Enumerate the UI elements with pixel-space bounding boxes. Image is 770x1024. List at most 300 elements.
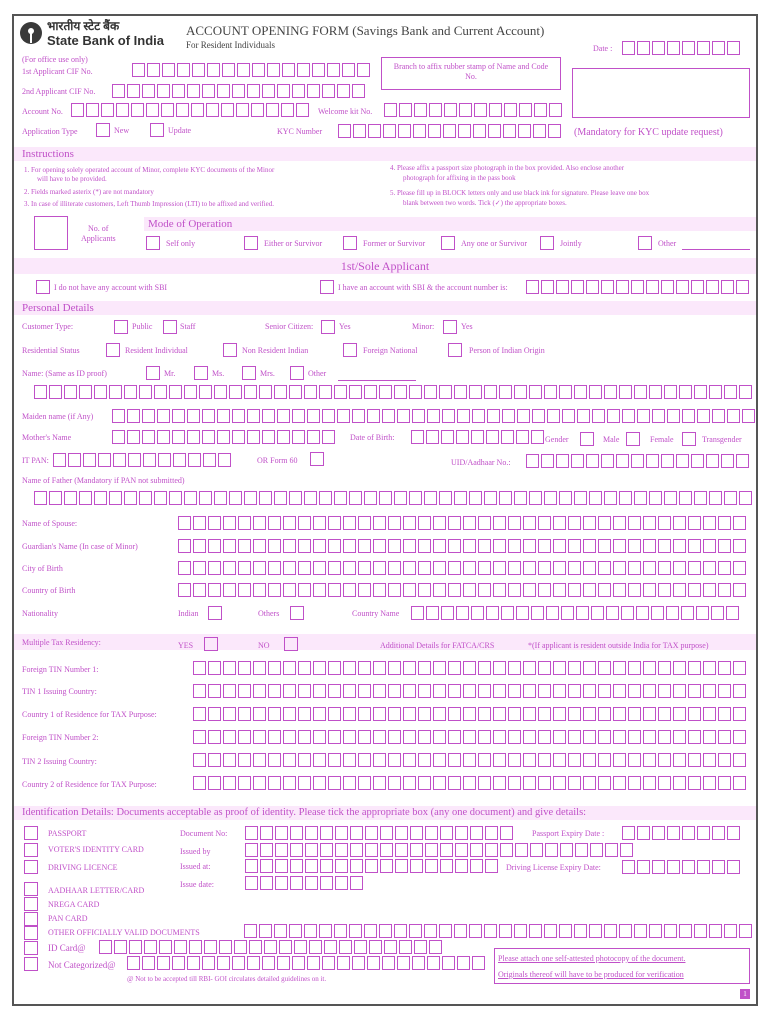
char-box[interactable] — [448, 707, 461, 721]
char-box[interactable] — [373, 730, 386, 744]
char-box[interactable] — [628, 516, 641, 530]
char-box[interactable] — [380, 859, 393, 873]
passport-expiry-boxes[interactable] — [622, 826, 742, 840]
date-boxes[interactable] — [622, 41, 742, 55]
char-box[interactable] — [425, 843, 438, 857]
char-box[interactable] — [532, 409, 545, 423]
char-box[interactable] — [328, 753, 341, 767]
char-box[interactable] — [202, 84, 215, 98]
char-box[interactable] — [79, 491, 92, 505]
char-box[interactable] — [553, 539, 566, 553]
char-box[interactable] — [508, 753, 521, 767]
char-box[interactable] — [433, 661, 446, 675]
char-box[interactable] — [457, 956, 470, 970]
char-box[interactable] — [463, 539, 476, 553]
char-box[interactable] — [470, 843, 483, 857]
char-box[interactable] — [245, 876, 258, 890]
tin1-boxes[interactable] — [193, 661, 748, 675]
char-box[interactable] — [457, 409, 470, 423]
char-box[interactable] — [733, 561, 746, 575]
char-box[interactable] — [673, 561, 686, 575]
char-box[interactable] — [568, 516, 581, 530]
char-box[interactable] — [598, 661, 611, 675]
char-box[interactable] — [349, 385, 362, 399]
char-box[interactable] — [628, 730, 641, 744]
char-box[interactable] — [688, 539, 701, 553]
char-box[interactable] — [471, 430, 484, 444]
char-box[interactable] — [576, 606, 589, 620]
char-box[interactable] — [283, 730, 296, 744]
char-box[interactable] — [139, 491, 152, 505]
char-box[interactable] — [631, 280, 644, 294]
char-box[interactable] — [616, 280, 629, 294]
char-box[interactable] — [143, 453, 156, 467]
char-box[interactable] — [399, 940, 412, 954]
char-box[interactable] — [485, 826, 498, 840]
char-box[interactable] — [388, 661, 401, 675]
char-box[interactable] — [234, 940, 247, 954]
char-box[interactable] — [433, 730, 446, 744]
char-box[interactable] — [501, 606, 514, 620]
char-box[interactable] — [335, 859, 348, 873]
char-box[interactable] — [583, 684, 596, 698]
char-box[interactable] — [718, 516, 731, 530]
char-box[interactable] — [98, 453, 111, 467]
char-box[interactable] — [568, 539, 581, 553]
char-box[interactable] — [553, 753, 566, 767]
char-box[interactable] — [139, 385, 152, 399]
char-box[interactable] — [353, 124, 366, 138]
char-box[interactable] — [292, 956, 305, 970]
char-box[interactable] — [688, 516, 701, 530]
char-box[interactable] — [493, 753, 506, 767]
char-box[interactable] — [237, 63, 250, 77]
char-box[interactable] — [352, 84, 365, 98]
char-box[interactable] — [395, 843, 408, 857]
char-box[interactable] — [367, 956, 380, 970]
pio-checkbox[interactable] — [448, 343, 462, 357]
char-box[interactable] — [388, 753, 401, 767]
char-box[interactable] — [643, 539, 656, 553]
pan-checkbox[interactable] — [24, 912, 38, 926]
ovd-checkbox[interactable] — [24, 926, 38, 940]
char-box[interactable] — [262, 956, 275, 970]
char-box[interactable] — [320, 826, 333, 840]
char-box[interactable] — [427, 956, 440, 970]
char-box[interactable] — [354, 940, 367, 954]
char-box[interactable] — [553, 730, 566, 744]
char-box[interactable] — [259, 385, 272, 399]
char-box[interactable] — [727, 41, 740, 55]
char-box[interactable] — [658, 707, 671, 721]
char-box[interactable] — [129, 940, 142, 954]
char-box[interactable] — [275, 826, 288, 840]
char-box[interactable] — [208, 684, 221, 698]
char-box[interactable] — [229, 491, 242, 505]
char-box[interactable] — [264, 940, 277, 954]
char-box[interactable] — [290, 859, 303, 873]
char-box[interactable] — [666, 606, 679, 620]
char-box[interactable] — [621, 606, 634, 620]
char-box[interactable] — [533, 124, 546, 138]
mode-either-checkbox[interactable] — [244, 236, 258, 250]
char-box[interactable] — [739, 385, 752, 399]
char-box[interactable] — [266, 103, 279, 117]
char-box[interactable] — [251, 103, 264, 117]
char-box[interactable] — [193, 684, 206, 698]
char-box[interactable] — [298, 776, 311, 790]
char-box[interactable] — [364, 491, 377, 505]
char-box[interactable] — [124, 385, 137, 399]
char-box[interactable] — [188, 453, 201, 467]
char-box[interactable] — [473, 124, 486, 138]
char-box[interactable] — [388, 730, 401, 744]
char-box[interactable] — [541, 454, 554, 468]
char-box[interactable] — [289, 491, 302, 505]
others-checkbox[interactable] — [290, 606, 304, 620]
char-box[interactable] — [414, 940, 427, 954]
char-box[interactable] — [403, 684, 416, 698]
char-box[interactable] — [157, 84, 170, 98]
char-box[interactable] — [388, 516, 401, 530]
char-box[interactable] — [268, 753, 281, 767]
char-box[interactable] — [373, 583, 386, 597]
char-box[interactable] — [455, 843, 468, 857]
char-box[interactable] — [169, 385, 182, 399]
char-box[interactable] — [658, 730, 671, 744]
char-box[interactable] — [236, 103, 249, 117]
char-box[interactable] — [337, 956, 350, 970]
char-box[interactable] — [358, 730, 371, 744]
char-box[interactable] — [275, 843, 288, 857]
char-box[interactable] — [499, 924, 512, 938]
char-box[interactable] — [676, 280, 689, 294]
char-box[interactable] — [142, 84, 155, 98]
char-box[interactable] — [679, 924, 692, 938]
char-box[interactable] — [448, 561, 461, 575]
char-box[interactable] — [352, 956, 365, 970]
char-box[interactable] — [289, 924, 302, 938]
ms-checkbox[interactable] — [194, 366, 208, 380]
char-box[interactable] — [703, 539, 716, 553]
char-box[interactable] — [526, 454, 539, 468]
char-box[interactable] — [664, 924, 677, 938]
char-box[interactable] — [334, 924, 347, 938]
char-box[interactable] — [124, 491, 137, 505]
char-box[interactable] — [328, 661, 341, 675]
char-box[interactable] — [628, 561, 641, 575]
char-box[interactable] — [463, 583, 476, 597]
char-box[interactable] — [247, 956, 260, 970]
char-box[interactable] — [518, 124, 531, 138]
char-box[interactable] — [298, 583, 311, 597]
char-box[interactable] — [433, 516, 446, 530]
char-box[interactable] — [343, 684, 356, 698]
char-box[interactable] — [463, 753, 476, 767]
have-account-checkbox[interactable] — [320, 280, 334, 294]
char-box[interactable] — [433, 776, 446, 790]
kyc-number-boxes[interactable] — [338, 124, 563, 138]
char-box[interactable] — [718, 583, 731, 597]
char-box[interactable] — [703, 661, 716, 675]
char-box[interactable] — [652, 860, 665, 874]
char-box[interactable] — [193, 730, 206, 744]
char-box[interactable] — [217, 956, 230, 970]
char-box[interactable] — [173, 453, 186, 467]
char-box[interactable] — [568, 776, 581, 790]
char-box[interactable] — [712, 41, 725, 55]
char-box[interactable] — [604, 491, 617, 505]
char-box[interactable] — [193, 776, 206, 790]
char-box[interactable] — [454, 491, 467, 505]
char-box[interactable] — [523, 753, 536, 767]
char-box[interactable] — [114, 940, 127, 954]
char-box[interactable] — [493, 561, 506, 575]
char-box[interactable] — [541, 280, 554, 294]
char-box[interactable] — [313, 561, 326, 575]
char-box[interactable] — [486, 430, 499, 444]
char-box[interactable] — [337, 84, 350, 98]
char-box[interactable] — [388, 539, 401, 553]
char-box[interactable] — [429, 103, 442, 117]
char-box[interactable] — [546, 606, 559, 620]
char-box[interactable] — [598, 707, 611, 721]
char-box[interactable] — [403, 776, 416, 790]
char-box[interactable] — [613, 776, 626, 790]
city-boxes[interactable] — [178, 561, 748, 575]
char-box[interactable] — [733, 539, 746, 553]
char-box[interactable] — [319, 385, 332, 399]
char-box[interactable] — [94, 491, 107, 505]
char-box[interactable] — [232, 409, 245, 423]
char-box[interactable] — [373, 516, 386, 530]
char-box[interactable] — [478, 707, 491, 721]
char-box[interactable] — [529, 491, 542, 505]
char-box[interactable] — [384, 940, 397, 954]
char-box[interactable] — [144, 940, 157, 954]
char-box[interactable] — [34, 385, 47, 399]
char-box[interactable] — [694, 385, 707, 399]
char-box[interactable] — [658, 684, 671, 698]
tin2-boxes[interactable] — [193, 730, 748, 744]
char-box[interactable] — [458, 124, 471, 138]
char-box[interactable] — [324, 940, 337, 954]
char-box[interactable] — [142, 409, 155, 423]
char-box[interactable] — [673, 753, 686, 767]
char-box[interactable] — [208, 707, 221, 721]
char-box[interactable] — [628, 661, 641, 675]
char-box[interactable] — [718, 561, 731, 575]
char-box[interactable] — [712, 860, 725, 874]
char-box[interactable] — [244, 491, 257, 505]
char-box[interactable] — [589, 385, 602, 399]
char-box[interactable] — [549, 103, 562, 117]
char-box[interactable] — [478, 516, 491, 530]
char-box[interactable] — [358, 753, 371, 767]
name-boxes[interactable] — [34, 385, 754, 399]
char-box[interactable] — [697, 826, 710, 840]
char-box[interactable] — [598, 539, 611, 553]
char-box[interactable] — [304, 924, 317, 938]
mother-boxes[interactable] — [112, 430, 337, 444]
char-box[interactable] — [682, 41, 695, 55]
char-box[interactable] — [478, 730, 491, 744]
mode-anyone-checkbox[interactable] — [441, 236, 455, 250]
char-box[interactable] — [262, 430, 275, 444]
char-box[interactable] — [531, 430, 544, 444]
char-box[interactable] — [275, 876, 288, 890]
char-box[interactable] — [726, 606, 739, 620]
char-box[interactable] — [538, 539, 551, 553]
char-box[interactable] — [328, 516, 341, 530]
char-box[interactable] — [493, 661, 506, 675]
char-box[interactable] — [643, 561, 656, 575]
char-box[interactable] — [281, 103, 294, 117]
char-box[interactable] — [613, 707, 626, 721]
char-box[interactable] — [694, 924, 707, 938]
char-box[interactable] — [49, 491, 62, 505]
char-box[interactable] — [605, 843, 618, 857]
res2-boxes[interactable] — [193, 776, 748, 790]
char-box[interactable] — [703, 516, 716, 530]
char-box[interactable] — [526, 280, 539, 294]
char-box[interactable] — [604, 924, 617, 938]
char-box[interactable] — [643, 707, 656, 721]
char-box[interactable] — [109, 385, 122, 399]
char-box[interactable] — [373, 539, 386, 553]
char-box[interactable] — [501, 430, 514, 444]
char-box[interactable] — [583, 583, 596, 597]
char-box[interactable] — [335, 826, 348, 840]
char-box[interactable] — [613, 661, 626, 675]
char-box[interactable] — [418, 539, 431, 553]
char-box[interactable] — [439, 924, 452, 938]
char-box[interactable] — [99, 940, 112, 954]
char-box[interactable] — [193, 661, 206, 675]
char-box[interactable] — [221, 103, 234, 117]
char-box[interactable] — [398, 124, 411, 138]
char-box[interactable] — [628, 776, 641, 790]
char-box[interactable] — [334, 385, 347, 399]
char-box[interactable] — [661, 280, 674, 294]
char-box[interactable] — [568, 583, 581, 597]
char-box[interactable] — [523, 561, 536, 575]
mode-jointly-checkbox[interactable] — [540, 236, 554, 250]
char-box[interactable] — [68, 453, 81, 467]
char-box[interactable] — [94, 385, 107, 399]
char-box[interactable] — [514, 924, 527, 938]
char-box[interactable] — [733, 684, 746, 698]
char-box[interactable] — [643, 516, 656, 530]
char-box[interactable] — [298, 753, 311, 767]
char-box[interactable] — [418, 753, 431, 767]
char-box[interactable] — [709, 491, 722, 505]
char-box[interactable] — [493, 707, 506, 721]
char-box[interactable] — [253, 661, 266, 675]
char-box[interactable] — [508, 539, 521, 553]
char-box[interactable] — [727, 409, 740, 423]
char-box[interactable] — [169, 491, 182, 505]
char-box[interactable] — [739, 491, 752, 505]
char-box[interactable] — [733, 776, 746, 790]
char-box[interactable] — [484, 924, 497, 938]
char-box[interactable] — [328, 561, 341, 575]
char-box[interactable] — [503, 124, 516, 138]
char-box[interactable] — [598, 516, 611, 530]
char-box[interactable] — [583, 776, 596, 790]
char-box[interactable] — [424, 924, 437, 938]
char-box[interactable] — [727, 860, 740, 874]
char-box[interactable] — [628, 684, 641, 698]
char-box[interactable] — [658, 561, 671, 575]
char-box[interactable] — [478, 583, 491, 597]
char-box[interactable] — [523, 539, 536, 553]
char-box[interactable] — [358, 707, 371, 721]
char-box[interactable] — [523, 776, 536, 790]
char-box[interactable] — [696, 606, 709, 620]
char-box[interactable] — [523, 707, 536, 721]
char-box[interactable] — [384, 103, 397, 117]
dl-expiry-boxes[interactable] — [622, 860, 742, 874]
char-box[interactable] — [232, 956, 245, 970]
char-box[interactable] — [606, 606, 619, 620]
char-box[interactable] — [157, 956, 170, 970]
char-box[interactable] — [154, 385, 167, 399]
char-box[interactable] — [538, 753, 551, 767]
char-box[interactable] — [575, 843, 588, 857]
char-box[interactable] — [399, 103, 412, 117]
char-box[interactable] — [553, 707, 566, 721]
char-box[interactable] — [296, 103, 309, 117]
char-box[interactable] — [736, 454, 749, 468]
char-box[interactable] — [274, 385, 287, 399]
char-box[interactable] — [202, 956, 215, 970]
char-box[interactable] — [547, 409, 560, 423]
char-box[interactable] — [358, 516, 371, 530]
char-box[interactable] — [161, 103, 174, 117]
char-box[interactable] — [101, 103, 114, 117]
char-box[interactable] — [620, 843, 633, 857]
char-box[interactable] — [403, 516, 416, 530]
char-box[interactable] — [154, 491, 167, 505]
char-box[interactable] — [733, 583, 746, 597]
char-box[interactable] — [328, 539, 341, 553]
char-box[interactable] — [583, 661, 596, 675]
idcard-boxes[interactable] — [99, 940, 444, 954]
char-box[interactable] — [252, 63, 265, 77]
char-box[interactable] — [192, 63, 205, 77]
staff-checkbox[interactable] — [163, 320, 177, 334]
char-box[interactable] — [358, 776, 371, 790]
char-box[interactable] — [412, 409, 425, 423]
char-box[interactable] — [112, 84, 125, 98]
char-box[interactable] — [688, 776, 701, 790]
char-box[interactable] — [571, 454, 584, 468]
char-box[interactable] — [688, 561, 701, 575]
char-box[interactable] — [313, 684, 326, 698]
char-box[interactable] — [313, 730, 326, 744]
char-box[interactable] — [268, 561, 281, 575]
char-box[interactable] — [559, 385, 572, 399]
char-box[interactable] — [142, 956, 155, 970]
char-box[interactable] — [517, 409, 530, 423]
char-box[interactable] — [688, 707, 701, 721]
char-box[interactable] — [538, 776, 551, 790]
char-box[interactable] — [545, 843, 558, 857]
char-box[interactable] — [277, 409, 290, 423]
char-box[interactable] — [485, 859, 498, 873]
char-box[interactable] — [253, 516, 266, 530]
